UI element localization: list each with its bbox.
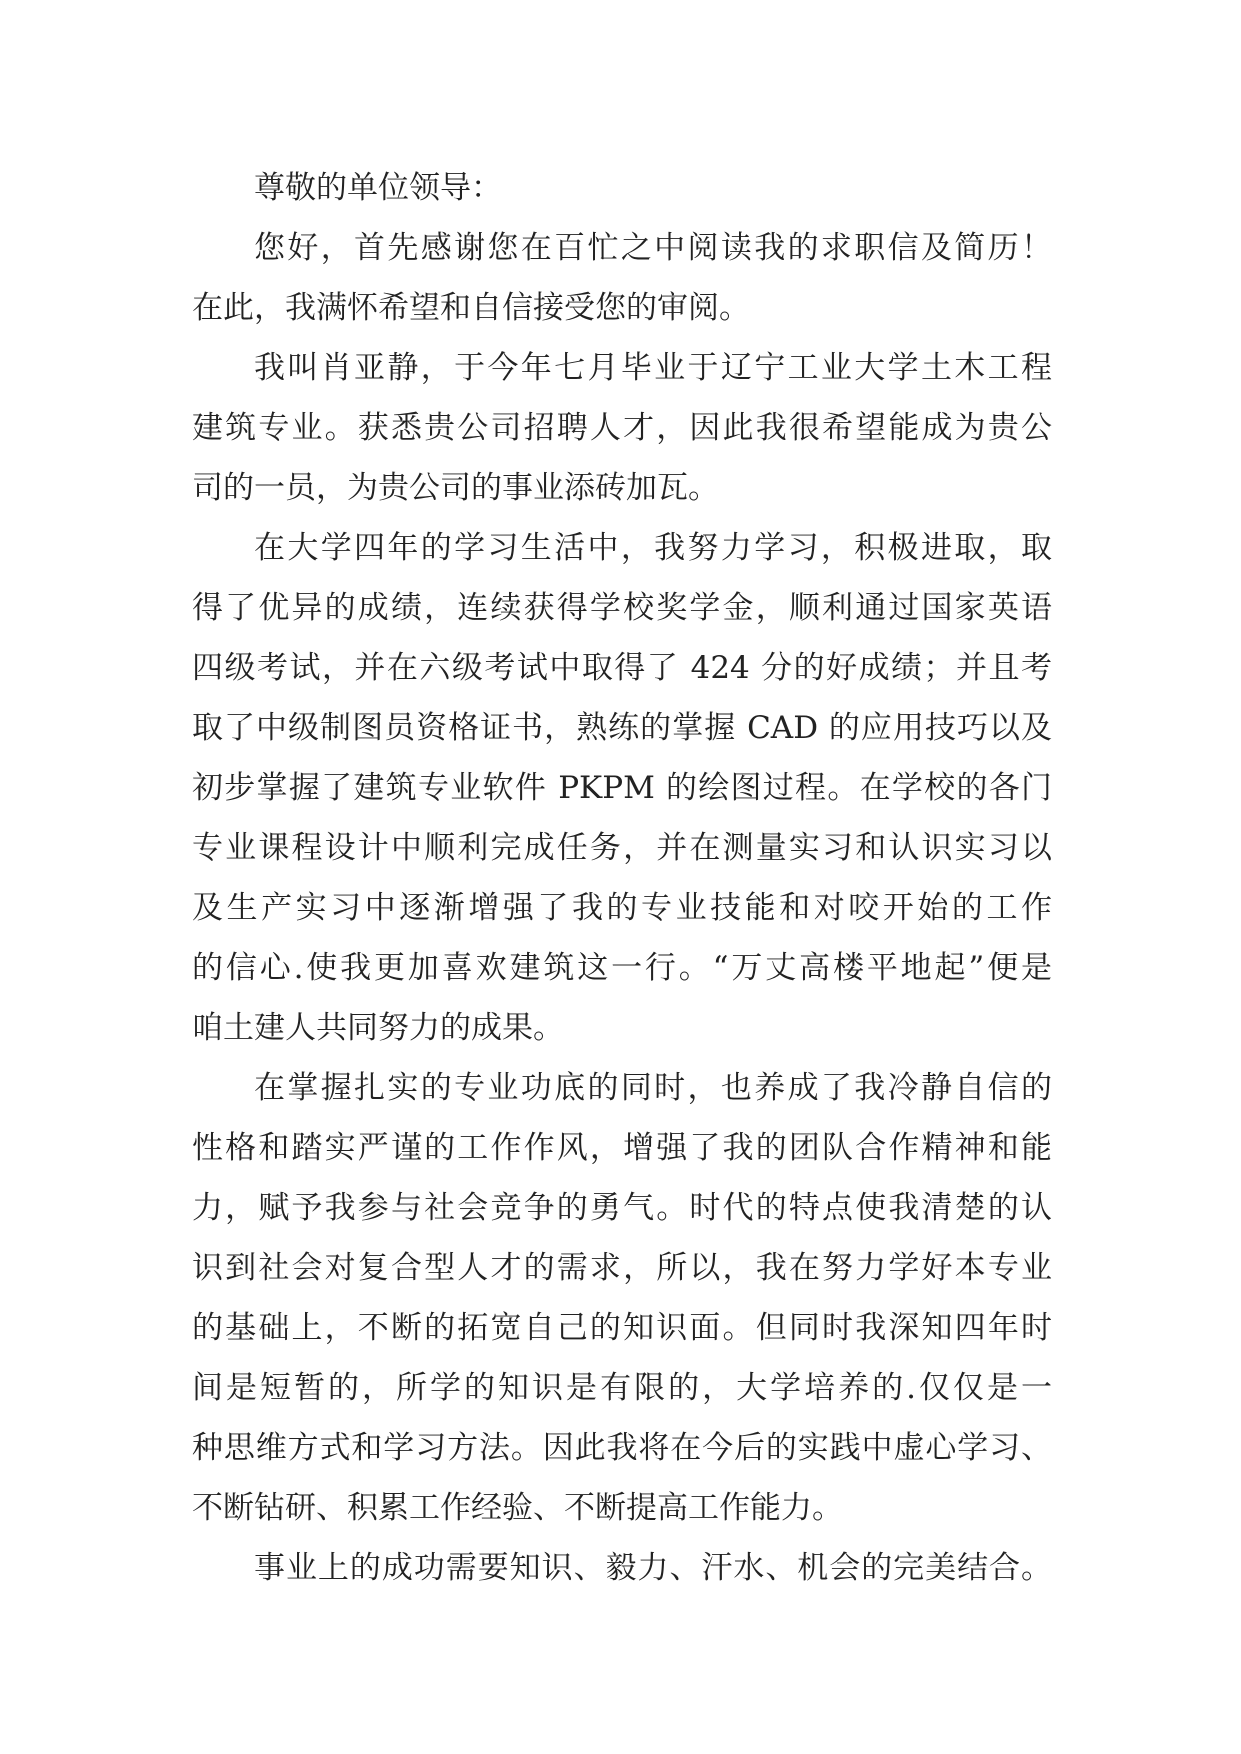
text-line: 建筑专业。获悉贵公司招聘人才，因此我很希望能成为贵公 [192,410,1052,446]
text-line: 力，赋予我参与社会竞争的勇气。时代的特点使我清楚的认 [192,1190,1052,1226]
text-line: 不断钻研、积累工作经验、不断提高工作能力。 [192,1490,843,1526]
salutation: 尊敬的单位领导： [254,170,502,206]
text-line: 您好，首先感谢您在百忙之中阅读我的求职信及简历！ [254,230,1052,266]
text-line: 四级考试，并在六级考试中取得了 424 分的好成绩；并且考 [192,650,1052,686]
text-line: 初步掌握了建筑专业软件 PKPM 的绘图过程。在学校的各门 [192,770,1052,806]
letter-body [192,160,1052,1600]
text-line: 及生产实习中逐渐增强了我的专业技能和对咬开始的工作 [192,890,1052,926]
text-line: 得了优异的成绩，连续获得学校奖学金，顺利通过国家英语 [192,590,1052,626]
text-line: 我叫肖亚静，于今年七月毕业于辽宁工业大学土木工程 [254,350,1052,386]
text-line: 司的一员，为贵公司的事业添砖加瓦。 [192,470,719,506]
text-line: 的信心.使我更加喜欢建筑这一行。“万丈高楼平地起”便是 [192,950,1052,986]
text-line: 在此，我满怀希望和自信接受您的审阅。 [192,290,750,326]
text-line: 间是短暂的，所学的知识是有限的，大学培养的.仅仅是一 [192,1370,1052,1406]
text-line: 在掌握扎实的专业功底的同时，也养成了我冷静自信的 [254,1070,1052,1106]
text-line: 性格和踏实严谨的工作作风，增强了我的团队合作精神和能 [192,1130,1052,1166]
text-line: 事业上的成功需要知识、毅力、汗水、机会的完美结合。 [254,1550,1052,1586]
body-text [192,220,1052,1600]
text-line: 在大学四年的学习生活中，我努力学习，积极进取，取 [254,530,1052,566]
text-line: 识到社会对复合型人才的需求，所以，我在努力学好本专业 [192,1250,1052,1286]
text-line: 咱土建人共同努力的成果。 [192,1010,564,1046]
text-line: 种思维方式和学习方法。因此我将在今后的实践中虚心学习、 [192,1430,1052,1466]
text-line: 取了中级制图员资格证书，熟练的掌握 CAD 的应用技巧以及 [192,710,1052,746]
text-line: 的基础上，不断的拓宽自己的知识面。但同时我深知四年时 [192,1310,1052,1346]
text-line: 专业课程设计中顺利完成任务，并在测量实习和认识实习以 [192,830,1052,866]
